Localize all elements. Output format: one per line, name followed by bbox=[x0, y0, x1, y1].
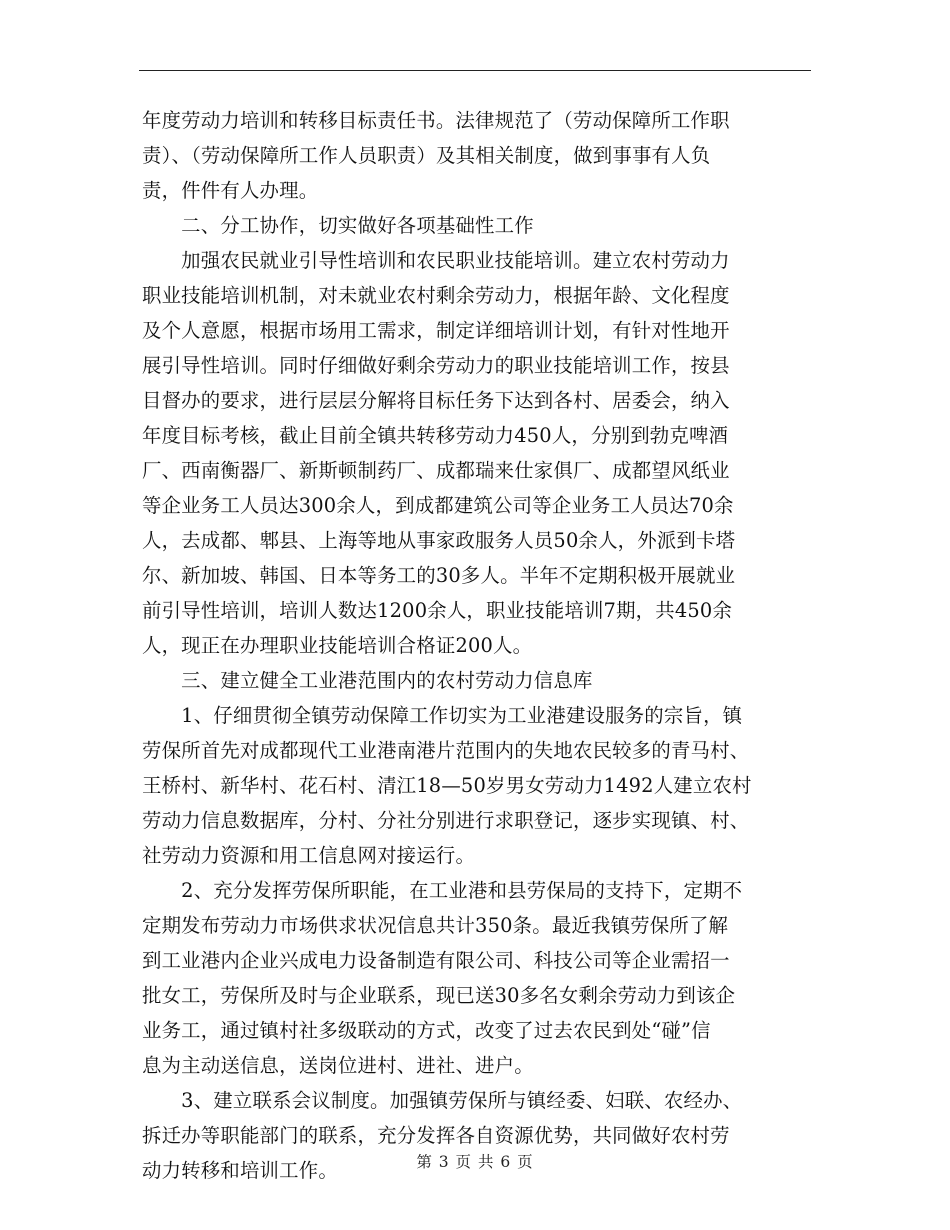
text-line: 人，现正在办理职业技能培训合格证200人。 bbox=[142, 634, 533, 657]
text-line: 厂、西南衡器厂、新斯顿制药厂、成都瑞来仕家俱厂、成都望风纸业 bbox=[142, 459, 730, 482]
text-line: 息为主动送信息，送岗位进村、进社、进户。 bbox=[142, 1054, 534, 1077]
text-line: 社劳动力资源和用工信息网对接运行。 bbox=[142, 844, 476, 867]
section-heading: 三、建立健全工业港范围内的农村劳动力信息库 bbox=[142, 669, 593, 692]
text-line: 劳动力信息数据库，分村、分社分别进行求职登记，逐步实现镇、村、 bbox=[142, 809, 750, 832]
text-line: 加强农民就业引导性培训和农民职业技能培训。建立农村劳动力 bbox=[142, 249, 730, 272]
text-line: 人，去成都、郫县、上海等地从事家政服务人员50余人，外派到卡塔 bbox=[142, 529, 736, 552]
text-line: 尔、新加坡、韩国、日本等务工的30多人。半年不定期积极开展就业 bbox=[142, 564, 736, 587]
text-line: 及个人意愿，根据市场用工需求，制定详细培训计划，有针对性地开 bbox=[142, 319, 730, 342]
text-line: 2、充分发挥劳保所职能，在工业港和县劳保局的支持下，定期不 bbox=[142, 879, 743, 902]
document-body bbox=[142, 103, 810, 1188]
text-line: 责）、（劳动保障所工作人员职责）及其相关制度，做到事事有人负 bbox=[142, 144, 711, 167]
text-line: 前引导性培训，培训人数达1200余人，职业技能培训7期，共450余 bbox=[142, 599, 733, 622]
text-line: 业务工，通过镇村社多级联动的方式，改变了过去农民到处“碰”信 bbox=[142, 1019, 711, 1042]
text-line: 批女工，劳保所及时与企业联系，现已送30多名女剩余劳动力到该企 bbox=[142, 984, 736, 1007]
text-line: 王桥村、新华村、花石村、清江18—50岁男女劳动力1492人建立农村 bbox=[142, 774, 752, 797]
text-line: 年度劳动力培训和转移目标责任书。法律规范了（劳动保障所工作职 bbox=[142, 109, 730, 132]
text-line: 职业技能培训机制，对未就业农村剩余劳动力，根据年龄、文化程度 bbox=[142, 284, 730, 307]
text-line: 动力转移和培训工作。 bbox=[142, 1159, 338, 1182]
text-line: 责，件件有人办理。 bbox=[142, 179, 319, 202]
text-line: 拆迁办等职能部门的联系，充分发挥各自资源优势，共同做好农村劳 bbox=[142, 1124, 730, 1147]
text-line: 展引导性培训。同时仔细做好剩余劳动力的职业技能培训工作，按县 bbox=[142, 354, 730, 377]
text-line: 3、建立联系会议制度。加强镇劳保所与镇经委、妇联、农经办、 bbox=[142, 1089, 743, 1112]
text-line: 1、仔细贯彻全镇劳动保障工作切实为工业港建设服务的宗旨，镇 bbox=[142, 704, 743, 727]
header-rule bbox=[139, 70, 811, 71]
text-line: 目督办的要求，进行层层分解将目标任务下达到各村、居委会，纳入 bbox=[142, 389, 730, 412]
text-line: 等企业务工人员达300余人，到成都建筑公司等企业务工人员达70余 bbox=[142, 494, 734, 517]
text-line: 定期发布劳动力市场供求状况信息共计350条。最近我镇劳保所了解 bbox=[142, 914, 729, 937]
section-heading: 二、分工协作，切实做好各项基础性工作 bbox=[142, 214, 534, 237]
page-number-footer: 第 3 页 共 6 页 bbox=[416, 1153, 534, 1171]
text-line: 劳保所首先对成都现代工业港南港片范围内的失地农民较多的青马村、 bbox=[142, 739, 750, 762]
text-line: 到工业港内企业兴成电力设备制造有限公司、科技公司等企业需招一 bbox=[142, 949, 730, 972]
text-line: 年度目标考核，截止目前全镇共转移劳动力450人，分别到勃克啤酒 bbox=[142, 424, 729, 447]
